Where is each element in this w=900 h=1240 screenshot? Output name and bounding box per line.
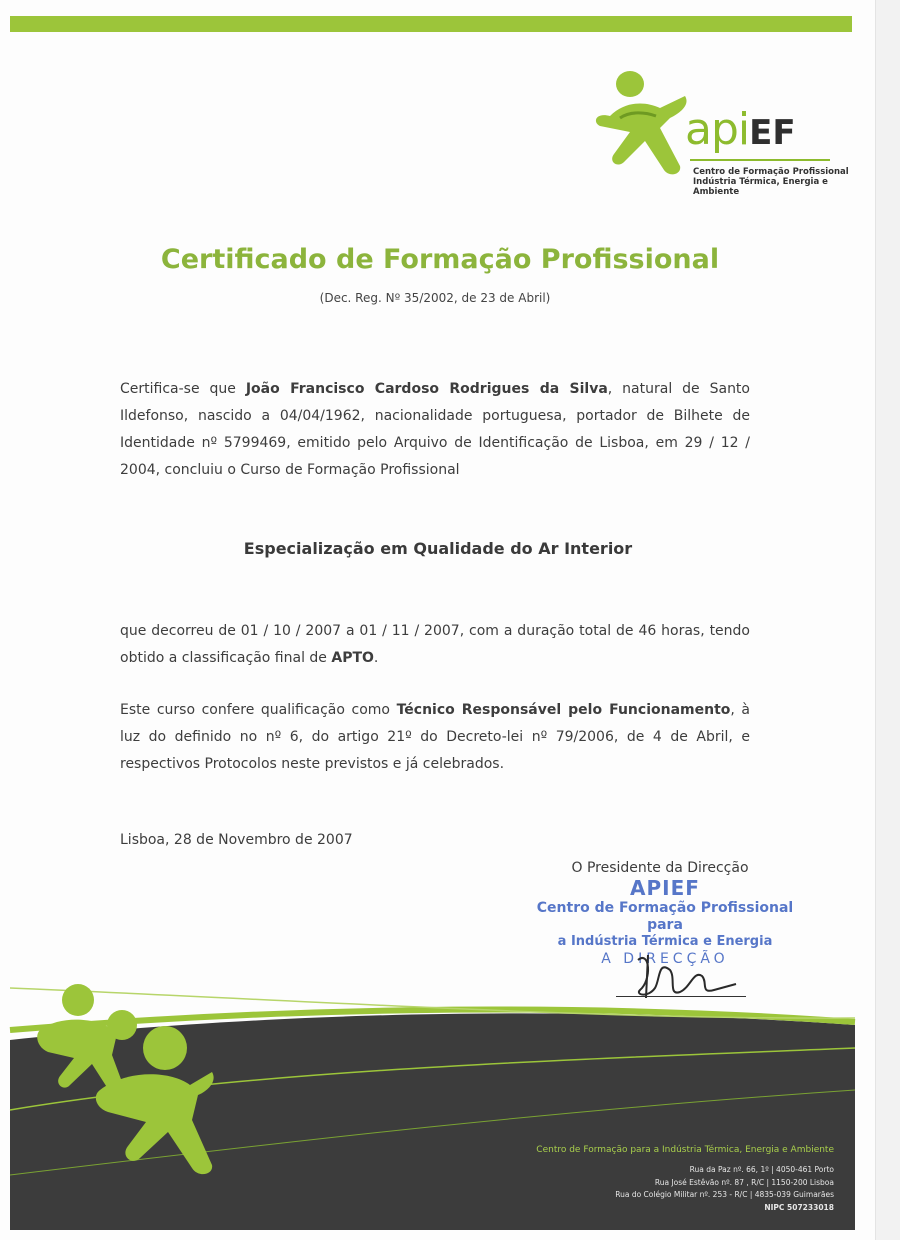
apief-logo [590, 66, 850, 197]
place-date: Lisboa, 28 de Novembro de 2007 [120, 832, 353, 848]
qualification-paragraph: Este curso confere qualificação como Técnico Responsável pelo Funcionamento, à luz do definido no nº 6, do artigo 21º do Decreto-lei nº 79/2006, de 4 de Abril, e respectivos Protocolos neste previstos e já celebrados. [120, 702, 750, 772]
certification-paragraph: Certifica-se que João Francisco Cardoso Rodrigues da Silva, natural de Santo Ildefonso, nascido a 04/04/1962, nacionalidade portuguesa, portador de Bilhete de Identidade nº 5799469, emitido pelo Arquivo de Identificação de Lisboa, em 29 / 12 / 2004, concluiu o Curso de Formação Profissional [120, 381, 750, 478]
footer-addresses: Rua da Paz nº. 66, 1º | 4050-461 Porto Rua José Estêvão nº. 87 , R/C | 1150-200 Lisboa Rua do Colégio Militar nº. 253 - R/C | 4835-039 Guimarães NIPC 507233018 [615, 1164, 834, 1214]
logo-subtitle: Centro de Formação Profissional Indústria Térmica, Energia e Ambiente [693, 167, 849, 197]
legal-reference: (Dec. Reg. Nº 35/2002, de 23 de Abril) [319, 291, 551, 305]
logo-divider [690, 159, 830, 161]
qualification-title: Técnico Responsável pelo Funcionamento [396, 702, 731, 718]
figure-logo-icon [590, 66, 690, 191]
certificate-title: Certificado de Formação Profissional [160, 244, 720, 275]
logo-wordmark: apiEF [685, 104, 796, 155]
duration-paragraph: que decorreu de 01 / 10 / 2007 a 01 / 11 / 2007, com a duração total de 46 horas, tendo obtido a classificação final de APTO. [120, 623, 750, 666]
signatory-title: O Presidente da Direcção [571, 860, 749, 876]
footer-org: Centro de Formação para a Indústria Térmica, Energia e Ambiente [536, 1145, 834, 1155]
holder-name: João Francisco Cardoso Rodrigues da Silva [245, 381, 608, 397]
official-stamp: APIEF Centro de Formação Profissional para a Indústria Térmica e Energia A DIRECÇÃO [536, 876, 794, 967]
course-name: Especialização em Qualidade do Ar Interior [243, 539, 633, 558]
nipc: NIPC 507233018 [764, 1202, 834, 1212]
top-accent-bar [10, 16, 852, 32]
classification: APTO [331, 650, 374, 666]
